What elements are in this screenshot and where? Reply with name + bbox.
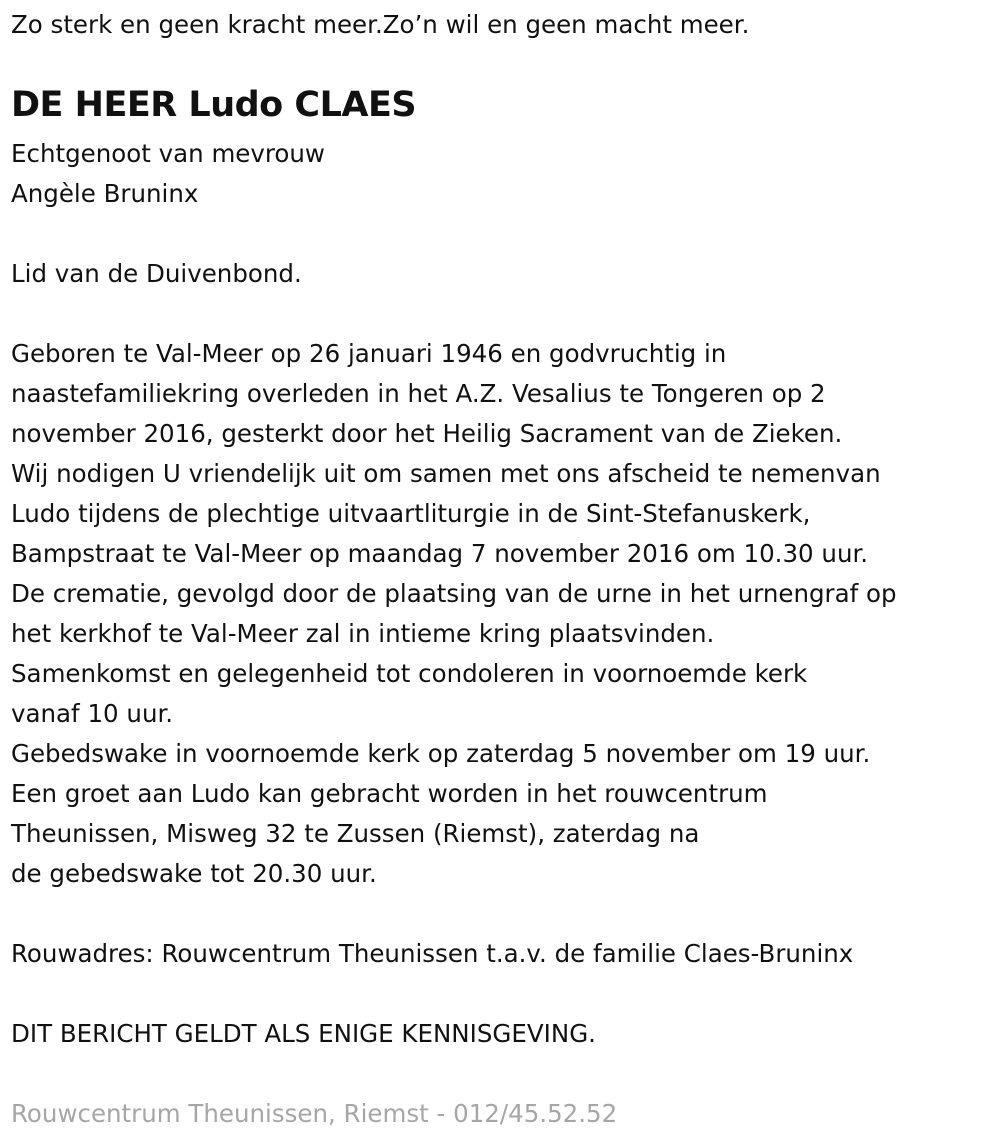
- membership-line: Lid van de Duivenbond.: [11, 259, 302, 288]
- bio-line: het kerkhof te Val-Meer zal in intieme kring plaatsvinden.: [11, 619, 715, 648]
- motto: Zo sterk en geen kracht meer.Zo’n wil en geen macht meer.: [11, 10, 750, 39]
- bio-line: Theunissen, Misweg 32 te Zussen (Riemst), zaterdag na: [11, 819, 700, 848]
- address-line: Rouwadres: Rouwcentrum Theunissen t.a.v. de familie Claes-Bruninx: [11, 939, 854, 968]
- bio-line: Geboren te Val-Meer op 26 januari 1946 en godvruchtig in: [11, 339, 727, 368]
- bio-line: Wij nodigen U vriendelijk uit om samen met ons afscheid te nemenvan: [11, 459, 881, 488]
- notice-line: DIT BERICHT GELDT ALS ENIGE KENNISGEVING.: [11, 1019, 596, 1048]
- bio-line: vanaf 10 uur.: [11, 699, 174, 728]
- mourning-address: [11, 934, 853, 974]
- bio-line: Ludo tijdens de plechtige uitvaartliturgie in de Sint-Stefanuskerk,: [11, 499, 811, 528]
- bio-line: november 2016, gesterkt door het Heilig Sacrament van de Zieken.: [11, 419, 843, 448]
- bio-line: de gebedswake tot 20.30 uur.: [11, 859, 377, 888]
- bio-line: Gebedswake in voornoemde kerk op zaterdag 5 november om 19 uur.: [11, 739, 871, 768]
- spouse-line: Echtgenoot van mevrouw: [11, 139, 325, 168]
- biography: [11, 334, 897, 894]
- funeral-home-footer: Rouwcentrum Theunissen, Riemst - 012/45.52.52: [11, 1099, 618, 1128]
- bio-line: naastefamiliekring overleden in het A.Z. Vesalius te Tongeren op 2: [11, 379, 826, 408]
- bio-line: Een groet aan Ludo kan gebracht worden in het rouwcentrum: [11, 779, 768, 808]
- spouse-info: [11, 134, 325, 214]
- deceased-name: DE HEER Ludo CLAES: [11, 85, 417, 125]
- membership: [11, 254, 302, 294]
- bio-line: Bampstraat te Val-Meer op maandag 7 november 2016 om 10.30 uur.: [11, 539, 869, 568]
- official-notice: [11, 1014, 596, 1054]
- bio-line: De crematie, gevolgd door de plaatsing van de urne in het urnengraf op: [11, 579, 897, 608]
- bio-line: Samenkomst en gelegenheid tot condoleren in voornoemde kerk: [11, 659, 808, 688]
- spouse-line: Angèle Bruninx: [11, 179, 199, 208]
